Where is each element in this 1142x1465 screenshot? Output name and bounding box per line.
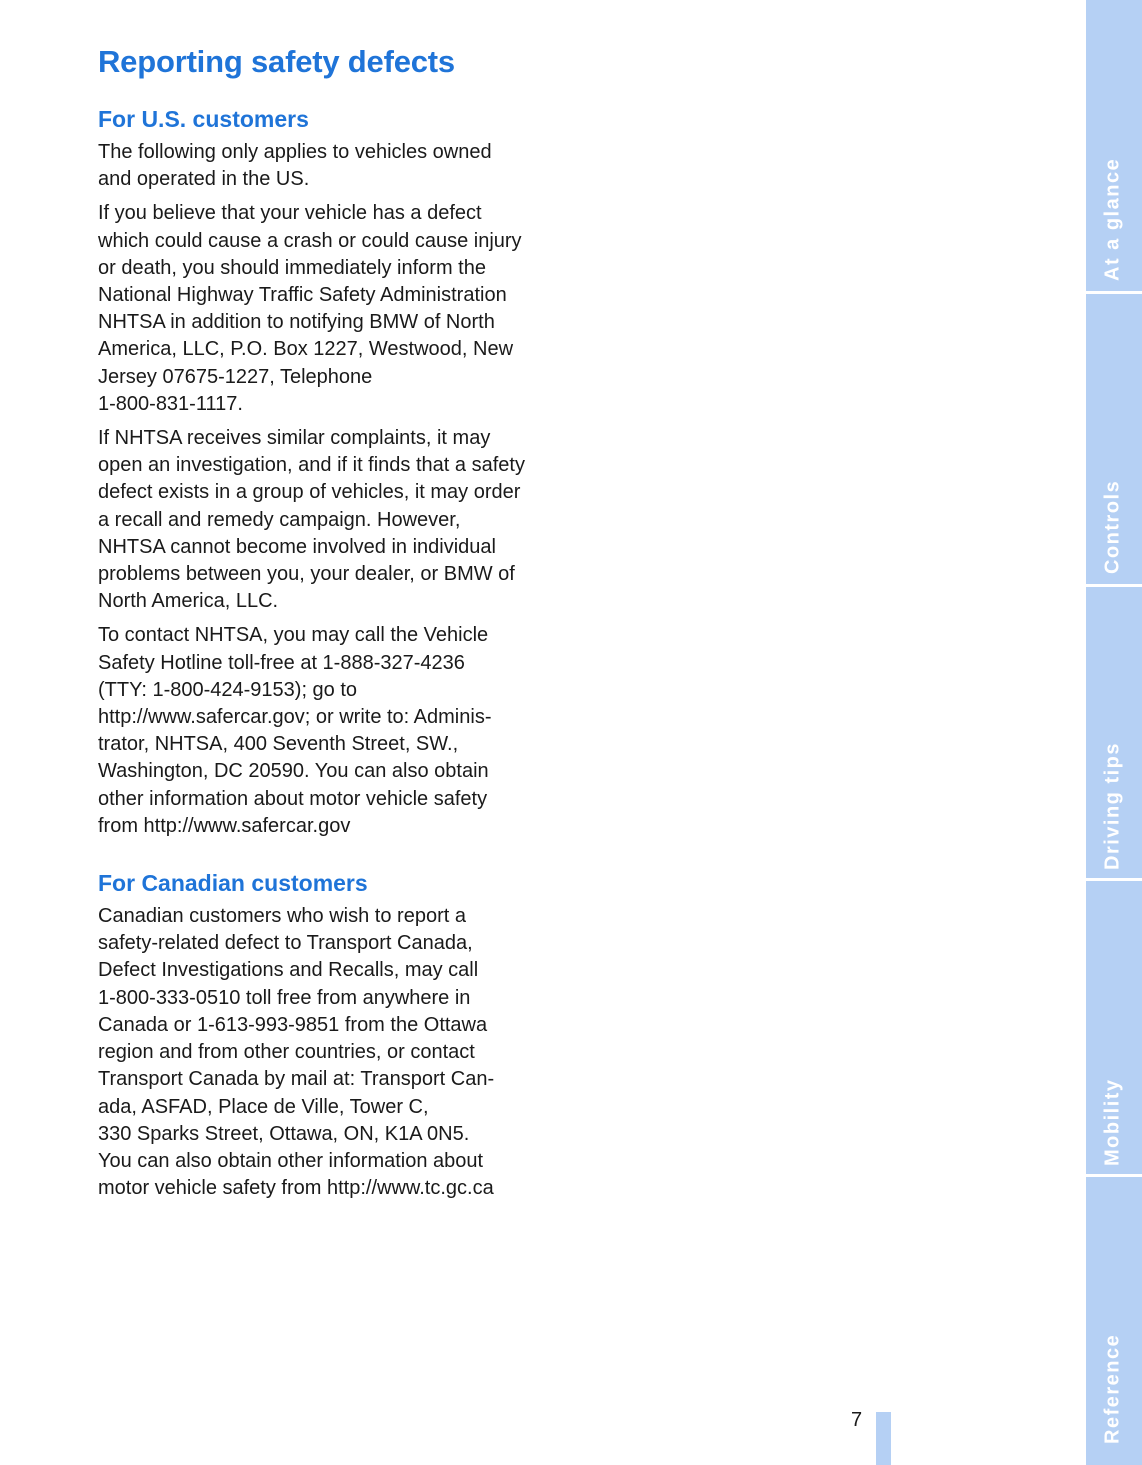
paragraph-line: North America, LLC. (98, 590, 279, 613)
paragraph-line: a recall and remedy campaign. However, (98, 508, 461, 531)
paragraph-line: If you believe that your vehicle has a defect (98, 202, 482, 225)
section-heading-us: For U.S. customers (98, 106, 309, 132)
section-us-customers (98, 104, 548, 840)
paragraph-line: Safety Hotline toll-free at 1-888-327-4236 (98, 651, 465, 674)
paragraph-line: Canadian customers who wish to report a (98, 905, 466, 928)
paragraph-line: safety-related defect to Transport Canada, (98, 932, 473, 955)
paragraph-line: open an investigation, and if it finds that a safety (98, 454, 525, 477)
paragraph-line: and operated in the US. (98, 168, 310, 191)
body-paragraph (98, 139, 548, 193)
paragraph-line: Transport Canada by mail at: Transport Can- (98, 1068, 495, 1091)
section-heading-canada: For Canadian customers (98, 870, 368, 897)
section-canadian-customers (98, 868, 548, 1202)
page-content (98, 40, 548, 1209)
paragraph-line: The following only applies to vehicles owned (98, 141, 492, 163)
paragraph-line: To contact NHTSA, you may call the Vehicle (98, 624, 489, 647)
tab-driving-tips[interactable] (1086, 587, 1142, 878)
paragraph-line: 1-800-831-1117. (98, 392, 243, 415)
paragraph-line: motor vehicle safety from http://www.tc.gc.ca (98, 1177, 494, 1200)
paragraph-line: other information about motor vehicle safety (98, 787, 488, 810)
paragraph-line: 1-800-333-0510 toll free from anywhere in (98, 986, 471, 1009)
paragraph-line: trator, NHTSA, 400 Seventh Street, SW., (98, 733, 459, 756)
tab-label-driving-tips: Driving tips (1101, 741, 1124, 870)
page-marker-bar (876, 1412, 891, 1465)
paragraph-line: region and from other countries, or contact (98, 1041, 475, 1064)
tab-at-a-glance[interactable] (1086, 0, 1142, 291)
paragraph-line: NHTSA cannot become involved in individual (98, 535, 496, 558)
tab-reference[interactable] (1086, 1177, 1142, 1465)
body-paragraph (98, 425, 548, 615)
paragraph-line: You can also obtain other information about (98, 1149, 484, 1172)
paragraph-line: NHTSA in addition to notifying BMW of North (98, 311, 495, 334)
tab-label-reference: Reference (1101, 1333, 1124, 1444)
paragraph-line: National Highway Traffic Safety Administration (98, 284, 507, 307)
paragraph-line: from http://www.safercar.gov (98, 814, 351, 837)
paragraph-line: http://www.safercar.gov; or write to: Adminis- (98, 706, 492, 729)
page-number: 7 (851, 1409, 863, 1431)
tab-controls[interactable] (1086, 294, 1142, 584)
body-paragraph (98, 200, 548, 418)
paragraph-line: 330 Sparks Street, Ottawa, ON, K1A 0N5. (98, 1122, 470, 1145)
page-title: Reporting safety defects (98, 44, 455, 79)
paragraph-line: (TTY: 1-800-424-9153); go to (98, 678, 358, 701)
section-body-canada (98, 903, 548, 1202)
body-paragraph (98, 622, 548, 840)
tab-label-mobility: Mobility (1101, 1078, 1124, 1166)
paragraph-line: problems between you, your dealer, or BMW of (98, 563, 515, 586)
paragraph-line: Canada or 1-613-993-9851 from the Ottawa (98, 1013, 488, 1036)
paragraph-line: Defect Investigations and Recalls, may call (98, 959, 479, 982)
paragraph-line: Washington, DC 20590. You can also obtain (98, 760, 489, 783)
paragraph-line: or death, you should immediately inform the (98, 256, 486, 279)
paragraph-line: Jersey 07675-1227, Telephone (98, 365, 373, 388)
section-body-us (98, 139, 548, 840)
paragraph-line: If NHTSA receives similar complaints, it may (98, 427, 491, 450)
tab-label-controls: Controls (1101, 479, 1124, 574)
body-paragraph (98, 903, 548, 1202)
chapter-tabs-sidebar (1086, 0, 1142, 1465)
tab-mobility[interactable] (1086, 881, 1142, 1174)
paragraph-line: ada, ASFAD, Place de Ville, Tower C, (98, 1095, 429, 1118)
paragraph-line: America, LLC, P.O. Box 1227, Westwood, New (98, 338, 514, 361)
paragraph-line: which could cause a crash or could cause injury (98, 229, 522, 252)
tab-label-at-a-glance: At a glance (1101, 157, 1124, 281)
paragraph-line: defect exists in a group of vehicles, it may order (98, 481, 521, 504)
